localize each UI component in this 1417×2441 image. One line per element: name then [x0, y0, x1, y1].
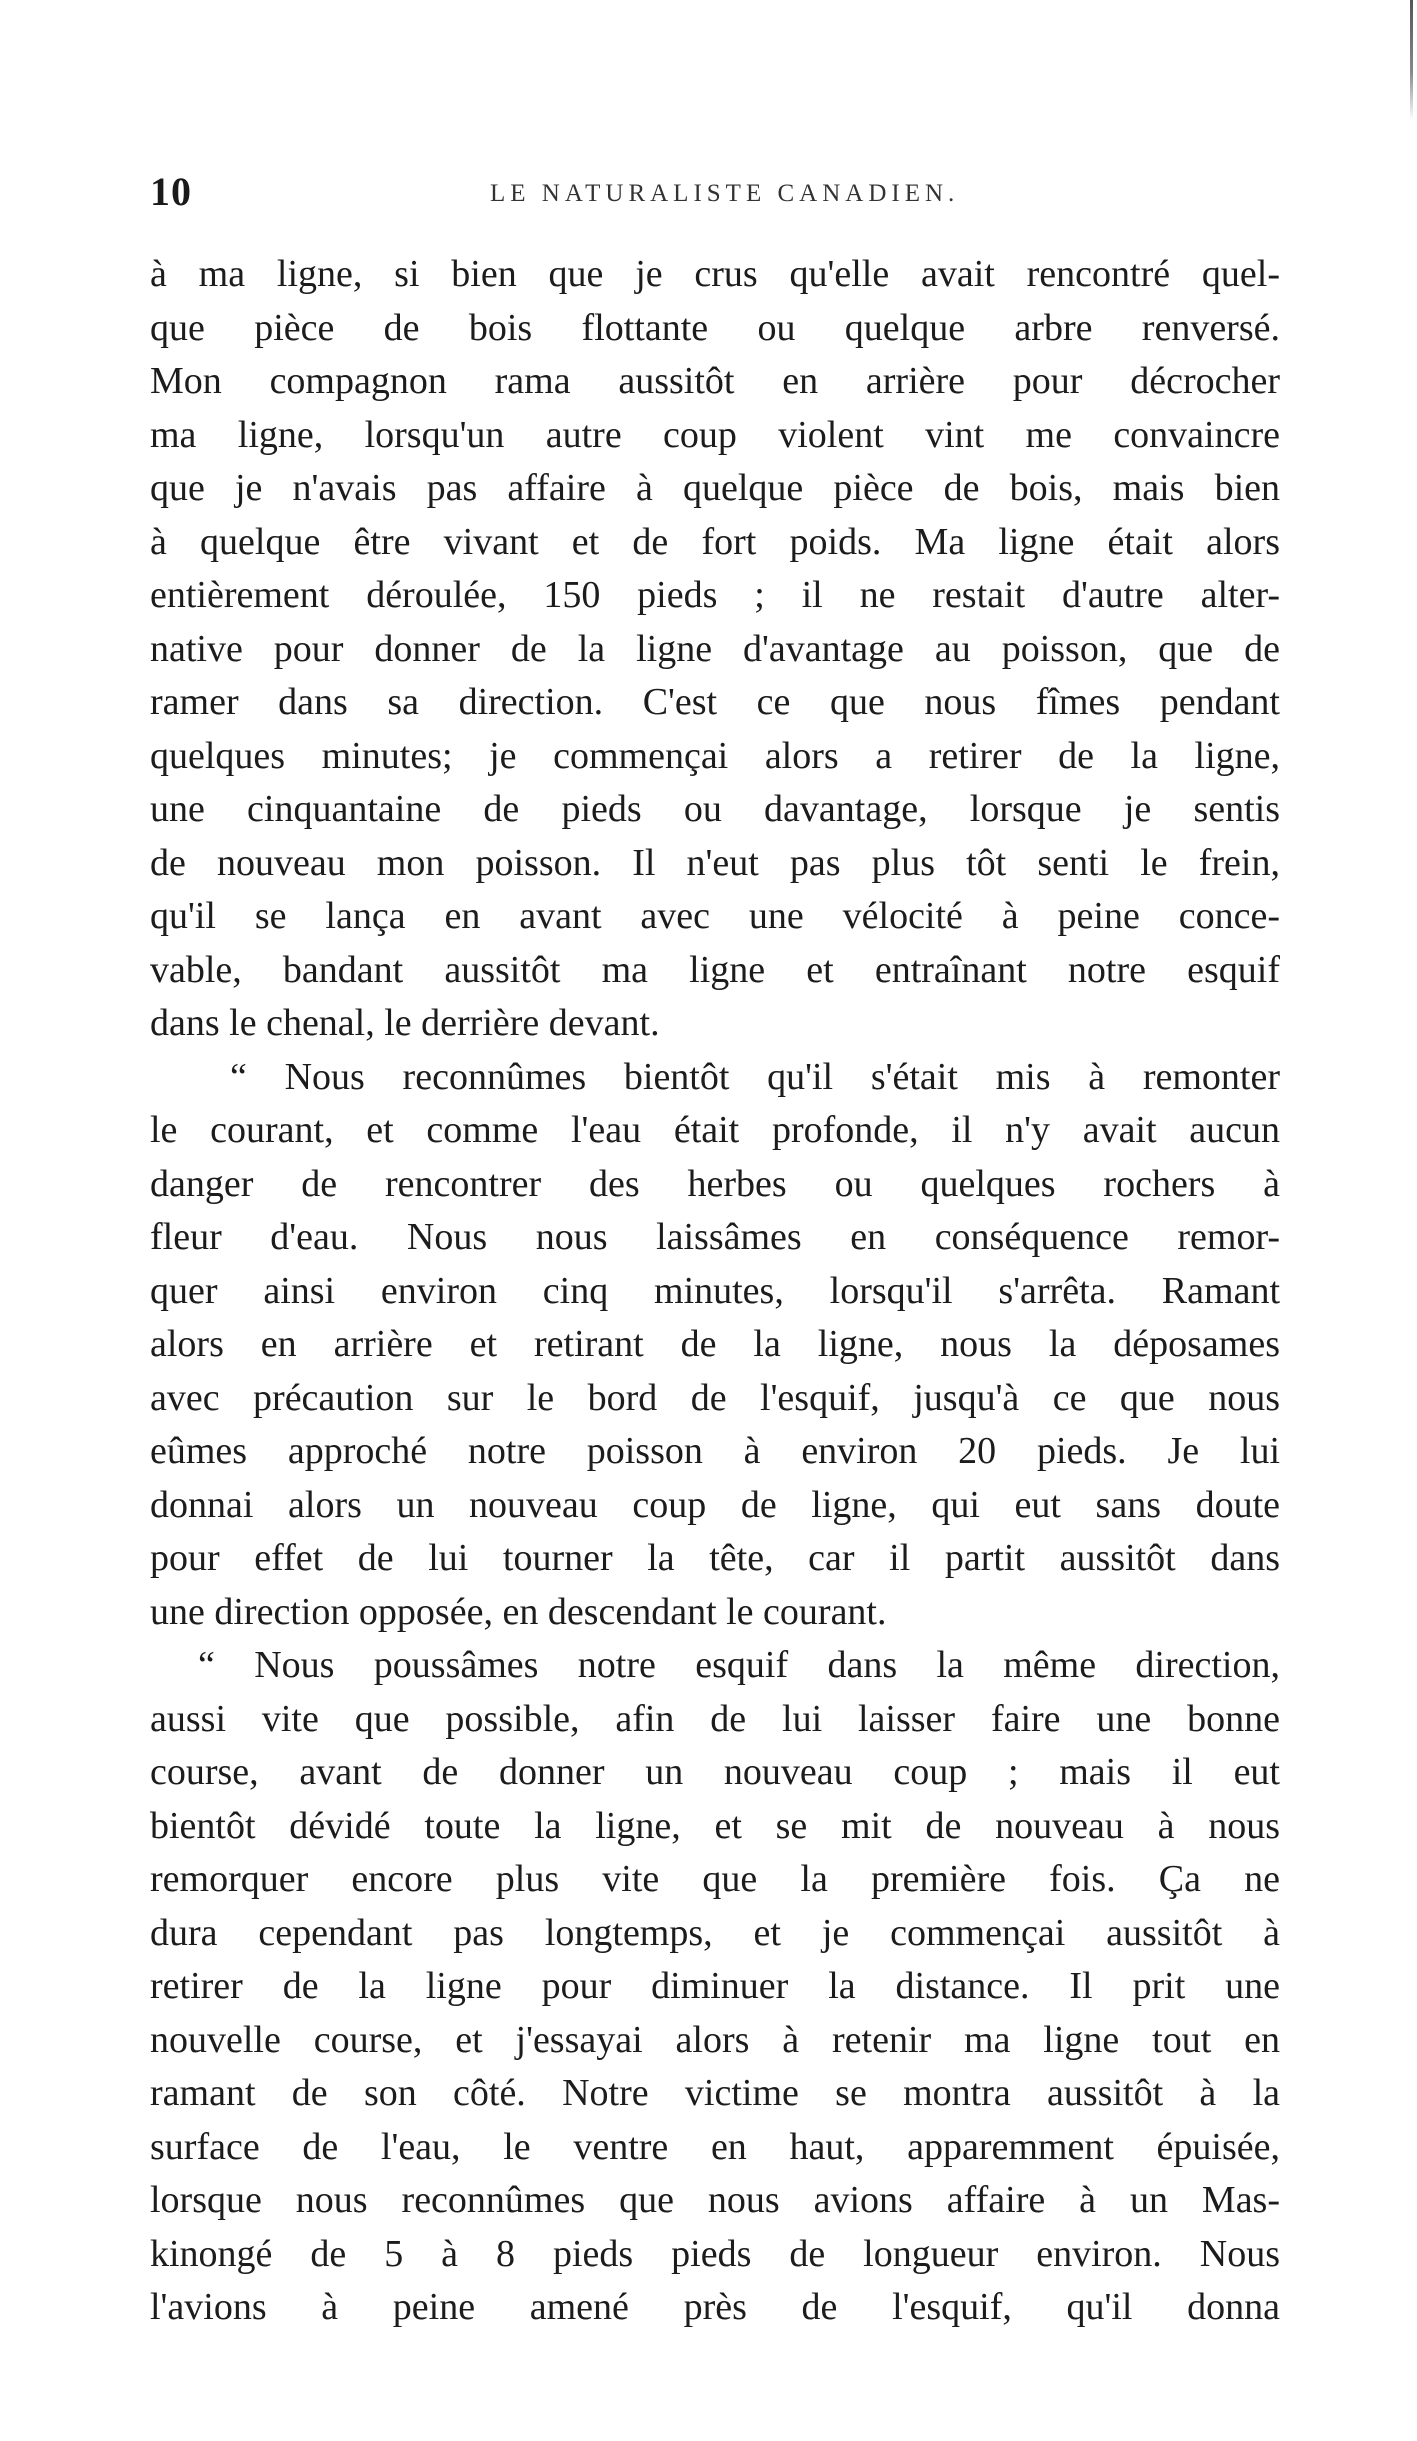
paragraph-start-line: “ Nous poussâmes notre esquif dans la même direction,: [198, 1644, 1280, 1686]
text-line: entièrement déroulée, 150 pieds ; il ne restait d'autre alter-: [150, 574, 1280, 616]
text-line: alors en arrière et retirant de la ligne, nous la déposames: [150, 1323, 1280, 1365]
paragraph-end-line: une direction opposée, en descendant le courant.: [150, 1590, 887, 1633]
text-line: que je n'avais pas affaire à quelque pièce de bois, mais bien: [150, 467, 1280, 509]
text-line: quer ainsi environ cinq minutes, lorsqu'il s'arrêta. Ramant: [150, 1269, 1280, 1312]
page-number: 10: [150, 169, 192, 214]
text-line: surface de l'eau, le ventre en haut, apparemment épuisée,: [150, 2125, 1280, 2168]
text-line: le courant, et comme l'eau était profonde, il n'y avait aucun: [150, 1109, 1280, 1151]
text-line: pour effet de lui tourner la tête, car il partit aussitôt dans: [150, 1537, 1280, 1579]
text-line: eûmes approché notre poisson à environ 20 pieds. Je lui: [150, 1430, 1280, 1472]
text-line: une cinquantaine de pieds ou davantage, lorsque je sentis: [150, 788, 1280, 830]
text-line: de nouveau mon poisson. Il n'eut pas plus tôt senti le frein,: [150, 841, 1280, 884]
scan-edge-mark: [1410, 0, 1413, 120]
text-line: danger de rencontrer des herbes ou quelques rochers à: [150, 1162, 1280, 1205]
paragraph-end-line: dans le chenal, le derrière devant.: [150, 1002, 660, 1044]
text-line: kinongé de 5 à 8 pieds pieds de longueur environ. Nous: [150, 2232, 1280, 2275]
text-line: lorsque nous reconnûmes que nous avions affaire à un Mas-: [150, 2179, 1280, 2221]
text-line: course, avant de donner un nouveau coup ; mais il eut: [150, 1751, 1280, 1793]
text-line: ma ligne, lorsqu'un autre coup violent vint me convaincre: [150, 413, 1280, 456]
text-line: ramer dans sa direction. C'est ce que nous fîmes pendant: [150, 681, 1280, 723]
page-header: [150, 168, 1280, 228]
text-line: l'avions à peine amené près de l'esquif, qu'il donna: [150, 2286, 1280, 2328]
text-line: remorquer encore plus vite que la première fois. Ça ne: [150, 1858, 1280, 1900]
text-line: donnai alors un nouveau coup de ligne, qui eut sans doute: [150, 1483, 1280, 1526]
running-head: LE NATURALISTE CANADIEN.: [490, 180, 960, 207]
text-line: quelques minutes; je commençai alors a retirer de la ligne,: [150, 734, 1280, 777]
text-line: ramant de son côté. Notre victime se montra aussitôt à la: [150, 2072, 1280, 2114]
text-line: nouvelle course, et j'essayai alors à retenir ma ligne tout en: [150, 2018, 1280, 2061]
text-line: vable, bandant aussitôt ma ligne et entraînant notre esquif: [150, 948, 1280, 991]
text-line: avec précaution sur le bord de l'esquif, jusqu'à ce que nous: [150, 1376, 1280, 1419]
text-line: Mon compagnon rama aussitôt en arrière pour décrocher: [150, 360, 1280, 402]
text-line: bientôt dévidé toute la ligne, et se mit de nouveau à nous: [150, 1804, 1280, 1847]
paragraph-start-line: “ Nous reconnûmes bientôt qu'il s'était mis à remonter: [230, 1055, 1280, 1098]
text-line: que pièce de bois flottante ou quelque arbre renversé.: [150, 306, 1280, 349]
text-line: dura cependant pas longtemps, et je commençai aussitôt à: [150, 1911, 1280, 1954]
text-line: fleur d'eau. Nous nous laissâmes en conséquence remor-: [150, 1216, 1280, 1258]
text-line: qu'il se lança en avant avec une vélocité à peine conce-: [150, 895, 1280, 937]
text-line: à ma ligne, si bien que je crus qu'elle avait rencontré quel-: [150, 253, 1280, 295]
text-line: native pour donner de la ligne d'avantage au poisson, que de: [150, 627, 1280, 670]
text-line: retirer de la ligne pour diminuer la distance. Il prit une: [150, 1965, 1280, 2007]
text-line: à quelque être vivant et de fort poids. Ma ligne était alors: [150, 520, 1280, 563]
body-text: [150, 248, 1280, 2335]
text-line: aussi vite que possible, afin de lui laisser faire une bonne: [150, 1697, 1280, 1740]
